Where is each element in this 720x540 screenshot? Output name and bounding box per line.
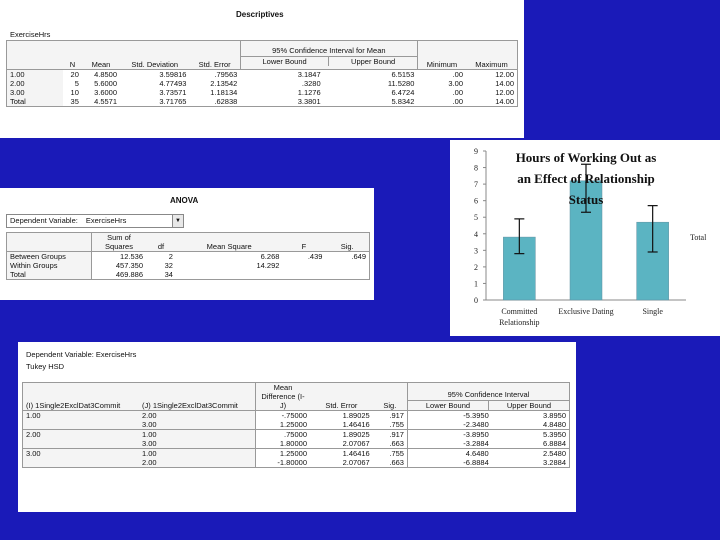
- y-tick-label: 7: [474, 180, 478, 190]
- y-tick-label: 4: [474, 229, 478, 239]
- cell: 3.73571: [159, 88, 187, 97]
- col-header: Mean: [82, 41, 120, 70]
- cell: .663: [389, 458, 404, 467]
- cell: .439: [307, 252, 323, 261]
- cell: 3.8950: [543, 411, 566, 420]
- col-header: Std. Error: [310, 383, 373, 411]
- cell: 6.268: [260, 252, 280, 261]
- cell: 3.3801: [297, 97, 321, 106]
- cell: 3.00: [139, 439, 256, 449]
- ci-header: 95% Confidence Interval for Mean: [241, 45, 417, 57]
- cell: 1.00: [23, 411, 140, 421]
- ci-header: 95% Confidence Interval: [408, 389, 569, 401]
- row-label: Total: [7, 270, 92, 280]
- cell: 6.5153: [391, 70, 415, 79]
- legend-entry: Total: [690, 233, 707, 242]
- chart-panel: [450, 140, 720, 336]
- cell: 3.2884: [543, 458, 566, 467]
- cell: .00: [452, 88, 464, 97]
- cell: [23, 420, 140, 430]
- y-tick-label: 3: [474, 246, 478, 256]
- col-header: (I) 1Single2ExclDat3Commit: [23, 383, 140, 411]
- col-header: Std. Deviation: [120, 41, 189, 70]
- cell: .649: [351, 252, 366, 261]
- col-header: Std. Error: [189, 41, 240, 70]
- col-header: Maximum: [466, 41, 517, 70]
- cell: 6.4724: [391, 88, 415, 97]
- cell: 3.59816: [159, 70, 187, 79]
- y-tick-label: 9: [474, 147, 478, 156]
- cell: -3.8950: [407, 430, 491, 440]
- y-tick-label: 1: [474, 279, 478, 289]
- cell: .79563: [214, 70, 238, 79]
- row-label: Between Groups: [7, 252, 92, 262]
- row-label: 1.00: [7, 70, 64, 80]
- cell: 4.8480: [543, 420, 566, 429]
- x-tick-label: Exclusive Dating: [558, 307, 614, 316]
- anova-table: [6, 232, 370, 280]
- cell: 32: [164, 261, 173, 270]
- table-row: [23, 420, 570, 430]
- cell: 4.6480: [407, 449, 491, 459]
- cell: 3.00: [448, 79, 464, 88]
- cell: 4.8500: [94, 70, 118, 79]
- table-row: [7, 252, 370, 262]
- cell: [282, 270, 325, 280]
- table-row: [7, 79, 518, 88]
- cell: 1.1276: [297, 88, 321, 97]
- cell: 1.46416: [342, 449, 370, 458]
- row-label: 2.00: [7, 79, 64, 88]
- cell: 1.46416: [342, 420, 370, 429]
- cell: .917: [389, 411, 404, 420]
- cell: 3.71765: [159, 97, 187, 106]
- col-header: F: [282, 233, 325, 252]
- cell: 457.350: [92, 261, 147, 270]
- cell: .663: [389, 439, 404, 448]
- chevron-down-icon[interactable]: ▼: [172, 215, 183, 227]
- cell: .62838: [214, 97, 238, 106]
- cell: 3.00: [139, 420, 256, 430]
- y-tick-label: 5: [474, 213, 478, 223]
- table-row: [23, 411, 570, 421]
- cell: 1.89025: [342, 411, 370, 420]
- dv-label: Dependent Variable:: [10, 216, 78, 225]
- col-header: Sig.: [325, 233, 369, 252]
- table-row: [7, 270, 370, 280]
- table-row: [7, 97, 518, 107]
- cell: 12.536: [92, 252, 147, 262]
- col-header: Mean Difference (I-J): [256, 383, 311, 411]
- col-header: Minimum: [417, 41, 466, 70]
- cell: 5.3950: [543, 430, 566, 439]
- descriptives-title: Descriptives: [236, 10, 284, 19]
- cell: -5.3950: [407, 411, 491, 421]
- dependent-variable-selector[interactable]: [6, 214, 184, 228]
- x-tick-label: Single: [642, 307, 663, 316]
- cell: .917: [389, 430, 404, 439]
- cell: 3.6000: [94, 88, 118, 97]
- cell: [325, 261, 369, 270]
- table-row: [23, 430, 570, 440]
- cell: -.75000: [256, 411, 311, 421]
- col-header: Lower Bound: [425, 401, 471, 410]
- table-row: [23, 458, 570, 468]
- cell: 469.886: [92, 270, 147, 280]
- cell: 1.25000: [256, 449, 311, 459]
- cell: 5.6000: [94, 79, 118, 88]
- cell: 2.5480: [543, 449, 566, 458]
- cell: 1.18134: [210, 88, 238, 97]
- cell: -3.2884: [407, 439, 491, 449]
- cell: 12.00: [495, 70, 514, 79]
- cell: 3.1847: [297, 70, 321, 79]
- cell: [23, 458, 140, 468]
- cell: [325, 270, 369, 280]
- cell: 2.00: [139, 458, 256, 468]
- cell: 1.00: [139, 449, 256, 459]
- cell: .755: [389, 449, 404, 458]
- cell: .00: [452, 70, 464, 79]
- cell: 2.13542: [210, 79, 238, 88]
- row-label: Total: [7, 97, 64, 107]
- cell: 20: [70, 70, 79, 79]
- row-label: 3.00: [7, 88, 64, 97]
- col-header: Upper Bound: [488, 401, 569, 410]
- descriptives-panel: [0, 0, 524, 138]
- col-header: N: [63, 41, 82, 70]
- cell: 14.00: [495, 79, 514, 88]
- cell: 5.8342: [391, 97, 415, 106]
- cell: .3280: [301, 79, 321, 88]
- cell: 1.80000: [256, 439, 311, 449]
- cell: [176, 270, 283, 280]
- cell: 14.292: [256, 261, 280, 270]
- table-row: [23, 439, 570, 449]
- col-header: Upper Bound: [328, 57, 417, 66]
- tukey-table: [22, 382, 570, 468]
- y-tick-label: 0: [474, 296, 478, 305]
- table-row: [7, 88, 518, 97]
- cell: -1.80000: [256, 458, 311, 468]
- cell: 1.25000: [256, 420, 311, 430]
- cell: 2.07067: [342, 458, 370, 467]
- tukey-panel: [18, 342, 576, 512]
- row-label: Within Groups: [7, 261, 92, 270]
- col-header: Lower Bound: [262, 56, 307, 66]
- cell: 1.00: [139, 430, 256, 440]
- cell: .00: [452, 97, 464, 106]
- cell: 3.00: [23, 449, 140, 459]
- col-header: Mean Square: [176, 233, 283, 252]
- y-tick-label: 6: [474, 196, 478, 206]
- cell: 1.89025: [342, 430, 370, 439]
- table-row: [23, 449, 570, 459]
- cell: 5: [74, 79, 79, 88]
- cell: 10: [70, 88, 79, 97]
- table-row: [7, 70, 518, 80]
- descriptives-table: [6, 40, 518, 107]
- anova-panel: [0, 188, 374, 300]
- dv-value: ExerciseHrs: [85, 216, 127, 225]
- cell: -2.3480: [407, 420, 491, 430]
- bar-chart: [450, 140, 720, 336]
- col-header: Sig.: [373, 383, 408, 411]
- cell: 2: [168, 252, 173, 261]
- col-header: (J) 1Single2ExclDat3Commit: [139, 383, 256, 411]
- x-tick-label: Committed Relationship: [499, 307, 540, 327]
- cell: 2.00: [139, 411, 256, 421]
- cell: 34: [164, 270, 173, 279]
- cell: 14.00: [495, 97, 514, 106]
- cell: 4.77493: [159, 79, 187, 88]
- cell: 35: [70, 97, 79, 106]
- cell: [282, 261, 325, 270]
- cell: 4.5571: [94, 97, 118, 106]
- descriptives-rows: [7, 70, 518, 107]
- cell: 2.07067: [342, 439, 370, 448]
- cell: 12.00: [495, 88, 514, 97]
- cell: .755: [389, 420, 404, 429]
- cell: 2.00: [23, 430, 140, 440]
- cell: 11.5280: [387, 79, 415, 88]
- descriptives-dv: ExerciseHrs: [10, 30, 51, 39]
- table-row: [7, 261, 370, 270]
- anova-title: ANOVA: [170, 196, 199, 205]
- chart-title: Hours of Working Out as an Effect of Relationship Status: [515, 150, 657, 207]
- col-header: Sum of Squares: [92, 233, 147, 252]
- y-tick-label: 2: [474, 262, 478, 272]
- y-tick-label: 8: [474, 163, 478, 173]
- tukey-dv-line: Dependent Variable: ExerciseHrs: [26, 350, 137, 359]
- cell: 6.8884: [543, 439, 566, 448]
- cell: [23, 439, 140, 449]
- col-header: df: [146, 233, 176, 252]
- tukey-test-name: Tukey HSD: [26, 362, 65, 371]
- cell: .75000: [256, 430, 311, 440]
- cell: -6.8884: [407, 458, 491, 468]
